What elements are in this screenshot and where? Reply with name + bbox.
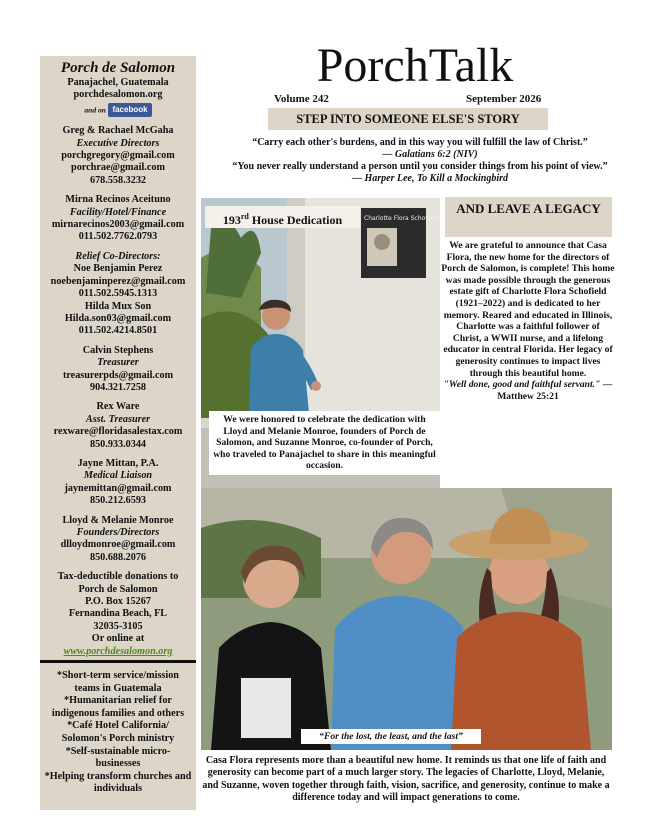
contact-block: [40, 125, 196, 187]
contact-line: 850.212.6593: [89, 495, 147, 507]
quote-text: “Carry each other's burdens, and in this way you will fulfill the law of Christ.”: [252, 137, 588, 148]
quotes-block: [200, 137, 640, 185]
org-location: Panajachel, Guatemala: [67, 77, 169, 88]
contacts-list: [40, 125, 196, 564]
contact-name: Lloyd & Melanie Monroe: [62, 514, 174, 526]
donation-line: Porch de Salomon: [78, 583, 158, 595]
contact-block: [40, 401, 196, 451]
contact-block: [40, 458, 196, 508]
contact-line[interactable]: treasurerpds@gmail.com: [62, 369, 174, 381]
quote-source: — Harper Lee, To Kill a Mockingbird: [351, 173, 509, 184]
contact-line[interactable]: noebenjaminperez@gmail.com: [50, 275, 186, 287]
contact-line: 850.933.0344: [89, 438, 147, 450]
dedication-title: House Dedication: [248, 213, 343, 227]
donation-line: P.O. Box 15267: [85, 596, 151, 608]
contact-block: [40, 251, 196, 338]
contact-line[interactable]: Hilda.son03@gmail.com: [64, 312, 172, 324]
contact-role: Asst. Treasurer: [85, 413, 151, 425]
sidebar-divider: [40, 660, 196, 663]
ministry-item: *Self-sustainable micro-businesses: [65, 745, 171, 770]
donation-line: 32035-3105: [93, 620, 143, 632]
dedication-ordinal: rd: [240, 212, 249, 221]
org-name: Porch de Salomon: [60, 60, 176, 76]
contact-line[interactable]: rexware@floridasalestax.com: [53, 426, 183, 438]
contact-line[interactable]: mirnarecinos2003@gmail.com: [51, 219, 185, 231]
ministries-list: [44, 670, 192, 796]
plaque-text: Charlotte Flora Schofield: [364, 215, 439, 222]
contact-role: Executive Directors: [76, 137, 160, 149]
contact-line: 011.502.4214.8501: [78, 325, 158, 337]
contact-line: 904.321.7258: [89, 381, 147, 393]
contact-line: Hilda Mux Son: [84, 300, 152, 312]
ministry-item: *Short-term service/mission teams in Guatemala: [57, 670, 179, 694]
contact-role: Treasurer: [97, 357, 139, 369]
story-banner: STEP INTO SOMEONE ELSE'S STORY: [268, 108, 548, 130]
contact-line: 011.502.7762.0793: [78, 231, 158, 243]
contact-role: Relief Co-Directors:: [75, 250, 161, 262]
newsletter-title: PorchTalk: [316, 39, 514, 92]
contact-role: Founders/Directors: [76, 527, 160, 538]
contact-role: Medical Liaison: [83, 470, 153, 482]
contact-line: 011.502.5945.1313: [78, 288, 158, 300]
issue-date: September 2026: [466, 93, 542, 105]
ministry-item: *Helping transform churches and individuals: [44, 770, 192, 795]
contact-name: Rex Ware: [96, 401, 140, 413]
dedication-caption: We were honored to celebrate the dedication with Lloyd and Melanie Monroe, founders of Porch de Salomon, and Suzanne Monroe, co-founder of Porch, who traveled to Panajachel to share in this meaningful occasion.: [209, 411, 440, 475]
contact-line[interactable]: porchrae@gmail.com: [71, 162, 165, 174]
closing-paragraph: Casa Flora represents more than a beautiful new home. It reminds us that one life of faith and generosity can become part of a much larger story. The legacies of Charlotte, Lloyd, Melanie, and Suzanne, woven together through faith, vision, sacrifice, and generosity, continue to make a difference today and will impact generations to come.: [202, 755, 610, 803]
contact-name: Mirna Recinos Aceituno: [65, 194, 171, 206]
contact-block: [40, 515, 196, 565]
dedication-label: [205, 206, 360, 228]
contact-line[interactable]: porchgregory@gmail.com: [61, 150, 175, 162]
contact-line: Noe Benjamin Perez: [73, 263, 163, 275]
legacy-quote: "Well done, good and faithful servant.": [443, 379, 601, 391]
contact-line: 678.558.3232: [89, 174, 147, 186]
legacy-article: [441, 240, 615, 402]
quote-text: “You never really understand a person until you consider things from his point of view.”: [232, 161, 608, 172]
legacy-banner: AND LEAVE A LEGACY: [445, 197, 612, 237]
contact-name: Jayne Mittan, P.A.: [77, 457, 159, 469]
dedication-number: 193: [222, 213, 241, 227]
group-photo: [201, 488, 612, 750]
legacy-text: We are grateful to announce that Casa Flora, the new home for the directors of Porch de Salomon, is complete! This home was made possible through the generous estate gift of Charlotte Flora Schofield (1921–2022) and is dedicated to her memory. Reared and educated in Illinois, Charlotte was a faithful follower of Christ, a WWII nurse, and a lifelong educator in central Florida. Her legacy of generosity continues to impact lives through this beautiful home.: [441, 240, 615, 379]
and-on-label: and on: [84, 105, 106, 115]
legacy-quote-source: — Matthew 25:21: [497, 379, 613, 402]
contact-line[interactable]: dlloydmonroe@gmail.com: [60, 539, 176, 551]
contact-name: Calvin Stephens: [82, 344, 154, 356]
photo-caption: “For the lost, the least, and the last”: [301, 729, 481, 744]
contact-line[interactable]: jaynemittan@gmail.com: [64, 482, 172, 494]
ministry-item: *Café Hotel California/ Solomon's Porch ministry: [61, 720, 175, 744]
sidebar: [40, 56, 196, 810]
facebook-badge[interactable]: facebook: [108, 103, 151, 117]
contact-line: 850.688.2076: [89, 551, 147, 563]
quote-source: — Galatians 6:2 (NIV): [382, 149, 478, 160]
contact-block: [40, 194, 196, 244]
contact-block: [40, 345, 196, 395]
donation-link[interactable]: www.porchdesalomon.org: [63, 645, 173, 657]
ministry-item: *Humanitarian relief for indigenous families and others: [51, 695, 185, 719]
donation-line: Or online at: [91, 633, 145, 645]
donation-line: Fernandina Beach, FL: [68, 608, 168, 620]
volume-number: Volume 242: [274, 93, 329, 105]
org-website[interactable]: porchdesalomon.org: [73, 89, 163, 101]
donation-line: Tax-deductible donations to: [57, 571, 179, 583]
contact-name: Greg & Rachael McGaha: [62, 125, 174, 137]
donations-block: [40, 571, 196, 658]
contact-role: Facility/Hotel/Finance: [69, 206, 167, 218]
